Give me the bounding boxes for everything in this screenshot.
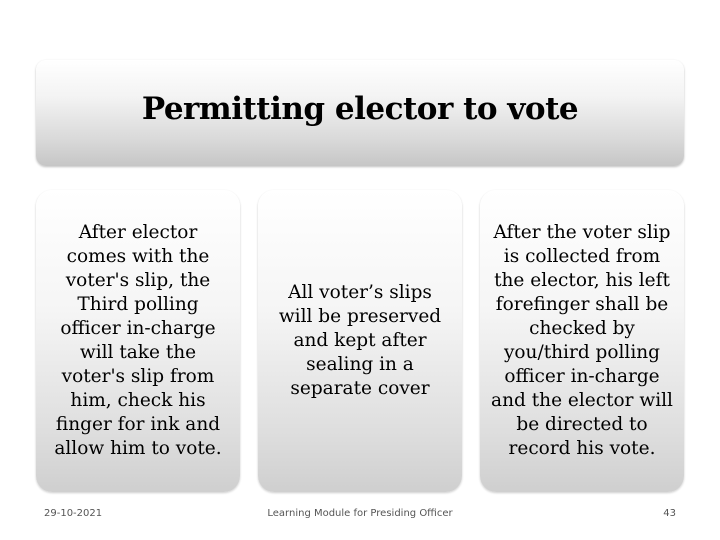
card-3-line: and the elector will [491,390,673,411]
card-3-line: record his vote. [508,438,656,459]
card-2-line: sealing in a [306,354,414,375]
card-1-line: voter's slip, the [65,270,211,291]
content-card-2 [258,190,462,492]
slide-title: Permitting elector to vote [141,91,579,127]
card-1-line: voter's slip from [61,366,215,387]
card-3-line: the elector, his left [494,270,670,291]
title-banner [36,60,684,166]
card-1-line: After elector [78,222,198,243]
card-1-line: finger for ink and [55,414,221,435]
footer-date: 29-10-2021 [44,508,103,519]
card-1-line: comes with the [66,246,210,267]
card-3-line: checked by [529,318,635,339]
content-card-3 [480,190,684,492]
card-1-line: allow him to vote. [54,438,222,459]
card-1-line: will take the [79,342,197,363]
card-2-line: and kept after [293,330,427,351]
card-1-line: officer in-charge [60,318,216,339]
content-card-1 [36,190,240,492]
card-1-line: him, check his [70,390,206,411]
card-2-line: will be preserved [278,306,442,327]
footer-title: Learning Module for Presiding Officer [267,508,453,519]
card-1-line: Third polling [77,294,199,315]
card-3-text [491,221,673,461]
card-3-line: is collected from [503,246,661,267]
card-1-text [54,221,221,461]
card-2-text [279,281,441,401]
card-2-line: separate cover [290,378,430,399]
card-3-line: you/third polling [503,342,661,363]
page-number: 43 [663,508,676,519]
card-3-line: After the voter slip [493,222,671,243]
card-2-line: All voter’s slips [288,282,432,303]
card-3-line: officer in-charge [504,366,660,387]
card-3-line: forefinger shall be [495,294,669,315]
card-3-line: be directed to [516,414,648,435]
